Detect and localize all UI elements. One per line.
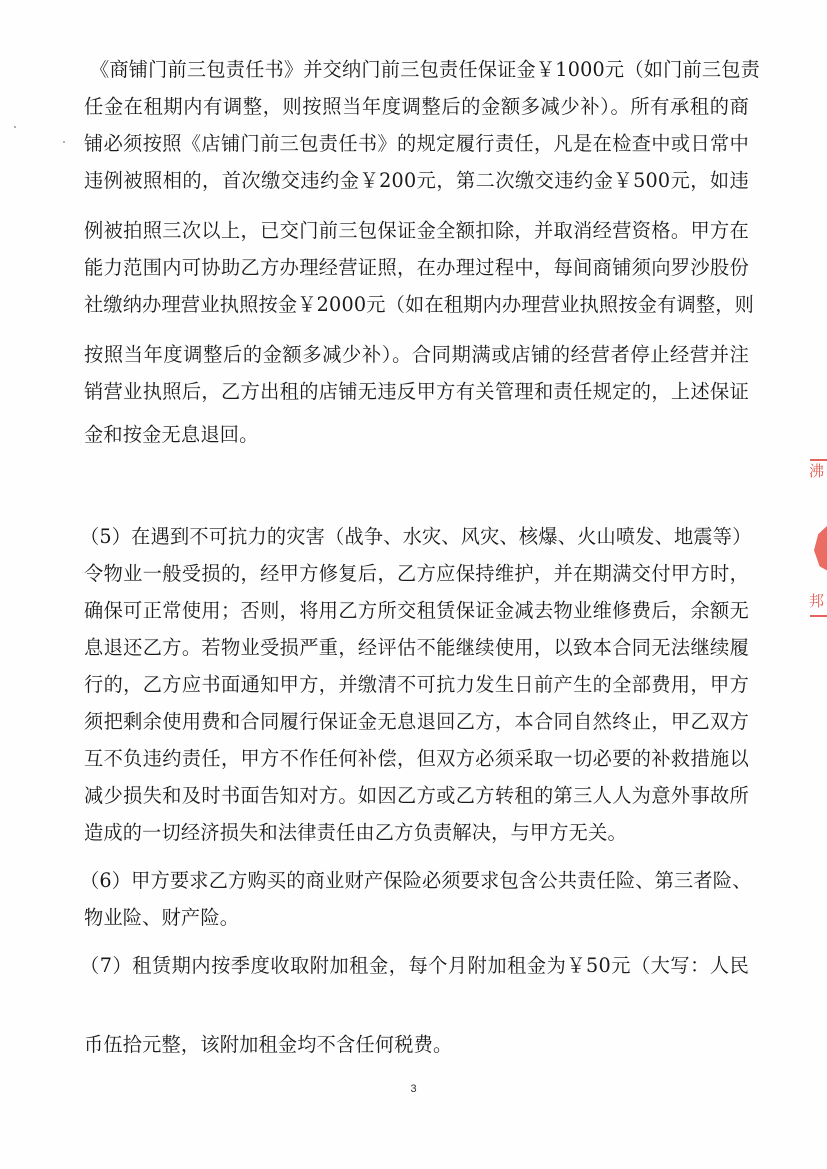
red-seal-stamp bbox=[808, 455, 827, 625]
text-line: （7）租赁期内按季度收取附加租金，每个月附加租金为￥50元（大写：人民 bbox=[80, 954, 749, 977]
text-line: 息退还乙方。若物业受损严重，经评估不能继续使用，以致本合同无法继续履 bbox=[84, 636, 749, 659]
text-line: 币伍拾元整，该附加租金均不含任何税费。 bbox=[84, 1033, 453, 1056]
text-line: 销营业执照后，乙方出租的店铺无违反甲方有关管理和责任规定的，上述保证 bbox=[84, 380, 749, 403]
stamp-border bbox=[810, 459, 827, 461]
text-line: 须把剩余使用费和合同履行保证金无息退回乙方，本合同自然终止，甲乙双方 bbox=[84, 710, 749, 733]
text-line: 《商铺门前三包责任书》并交纳门前三包责任保证金￥1000元（如门前三包责 bbox=[90, 58, 761, 81]
text-line: 能力范围内可协助乙方办理经营证照，在办理过程中，每间商铺须向罗沙股份 bbox=[84, 256, 749, 279]
text-line: 例被拍照三次以上，已交门前三包保证金全额扣除，并取消经营资格。甲方在 bbox=[84, 219, 749, 242]
text-line: 物业险、财产险。 bbox=[84, 906, 240, 929]
stamp-border bbox=[810, 615, 827, 617]
text-line: 减少损失和及时书面告知对方。如因乙方或乙方转租的第三人人为意外事故所 bbox=[84, 784, 749, 807]
text-line: 互不负违约责任，甲方不作任何补偿，但双方必须采取一切必要的补救措施以 bbox=[84, 747, 749, 770]
stamp-glyph: 沸 bbox=[809, 462, 825, 480]
text-line: 造成的一切经济损失和法律责任由乙方负责解决，与甲方无关。 bbox=[84, 821, 627, 844]
text-line: 金和按金无息退回。 bbox=[84, 423, 259, 446]
page-number: 3 bbox=[410, 1083, 417, 1095]
text-line: 违例被照相的，首次缴交违约金￥200元，第二次缴交违约金￥500元，如违 bbox=[84, 169, 749, 192]
scan-speck bbox=[63, 141, 65, 143]
text-line: 铺必须按照《店铺门前三包责任书》的规定履行责任，凡是在检查中或日常中 bbox=[84, 132, 749, 155]
text-line: 按照当年度调整后的金额多减少补）。合同期满或店铺的经营者停止经营并注 bbox=[84, 343, 749, 366]
text-line: （5）在遇到不可抗力的灾害（战争、水灾、风灾、核爆、火山喷发、地震等） bbox=[80, 525, 752, 548]
text-line: 令物业一般受损的，经甲方修复后，乙方应保持维护，并在期满交付甲方时， bbox=[84, 562, 749, 585]
text-line: 确保可正常使用；否则，将用乙方所交租赁保证金减去物业维修费后，余额无 bbox=[84, 599, 749, 622]
text-line: 行的，乙方应书面通知甲方，并缴清不可抗力发生日前产生的全部费用，甲方 bbox=[84, 673, 749, 696]
stamp-ink-mark bbox=[814, 525, 827, 571]
stamp-glyph: 邦 bbox=[809, 592, 825, 610]
text-line: （6）甲方要求乙方购买的商业财产保险必须要求包含公共责任险、第三者险、 bbox=[80, 869, 752, 892]
text-line: 社缴纳办理营业执照按金￥2000元（如在租期内办理营业执照按金有调整，则 bbox=[84, 293, 755, 316]
text-line: 任金在租期内有调整，则按照当年度调整后的金额多减少补）。所有承租的商 bbox=[84, 95, 749, 118]
scan-speck bbox=[14, 126, 16, 128]
